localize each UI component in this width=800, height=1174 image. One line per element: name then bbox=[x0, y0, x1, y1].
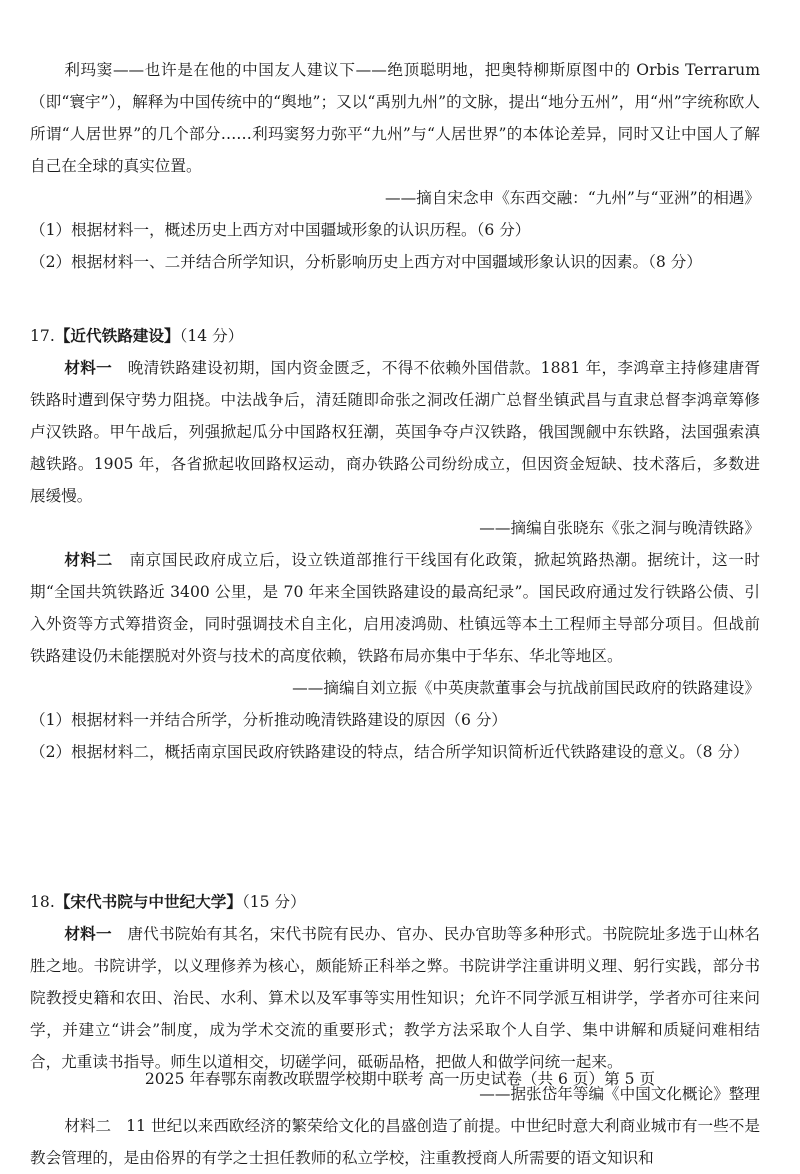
q18-material-2-label: 材料二 bbox=[64, 1117, 112, 1135]
q17-material-2 bbox=[30, 544, 760, 672]
q17-material-1-text: 晚清铁路建设初期，国内资金匮乏，不得不依赖外国借款。1881 年，李鸿章主持修建唐胥铁路时遭到保守势力阻挠。中法战争后，清廷随即命张之洞改任湖广总督坐镇武昌与直隶总督李鸿章筹修卢汉铁路。甲午战后，列强掀起瓜分中国路权狂潮，英国争夺卢汉铁路，俄国觊觎中东铁路，法国强索滇越铁路。1905 年，各省掀起收回路权运动，商办铁路公司纷纷成立，但因资金短缺、技术落后，多数进展缓慢。 bbox=[30, 359, 760, 505]
q18-material-1-citation: ——据张岱年等编《中国文化概论》整理 bbox=[479, 1085, 760, 1103]
q18-material-1 bbox=[30, 918, 760, 1078]
q16-material-text: 利玛窦——也许是在他的中国友人建议下——绝顶聪明地，把奥特柳斯原图中的 Orbis Terrarum（即“寰宇”），解释为中国传统中的“舆地”；又以“禹别九州”的文脉，提出“地分五州”，用“州”字统称欧人所谓“人居世界”的几个部分……利玛窦努力弥平“九州”与“人居世界”的本体论差异，同时又让中国人了解自己在全球的真实位置。 bbox=[30, 61, 760, 175]
q18-title: 【宋代书院与中世纪大学】 bbox=[54, 892, 242, 911]
q16-subquestion-1: （1）根据材料一，概述历史上西方对中国疆域形象的认识历程。（6 分） bbox=[30, 221, 531, 239]
q17-material-2-citation: ——摘编自刘立振《中英庚款董事会与抗战前国民政府的铁路建设》 bbox=[292, 679, 760, 697]
q17-material-2-label: 材料二 bbox=[64, 550, 113, 569]
q18-material-2 bbox=[30, 1110, 760, 1174]
q17-subquestion-2: （2）根据材料二，概括南京国民政府铁路建设的特点，结合所学知识简析近代铁路建设的意义。（8 分） bbox=[30, 743, 749, 761]
q17-material-1-label: 材料一 bbox=[64, 358, 112, 377]
q18-material-2-text: 11 世纪以来西欧经济的繁荣给文化的昌盛创造了前提。中世纪时意大利商业城市有一些不是教会管理的，是由俗界的有学之士担任教师的私立学校，注重教授商人所需要的语文知识和 bbox=[30, 1117, 760, 1167]
exam-page bbox=[30, 54, 760, 1174]
page-footer: 2025 年春鄂东南教改联盟学校期中联考 高一历史试卷（共 6 页）第 5 页 bbox=[144, 1070, 656, 1088]
q18-material-1-text: 唐代书院始有其名，宋代书院有民办、官办、民办官助等多种形式。书院院址多选于山林名胜之地。书院讲学，以义理修养为核心，颇能矫正科举之弊。书院讲学注重讲明义理、躬行实践，部分书院教授史籍和农田、治民、水利、算术以及军事等实用性知识；允许不同学派互相讲学，学者亦可往来问学，并建立“讲会”制度，成为学术交流的重要形式；教学方法采取个人自学、集中讲解和质疑问难相结合，尤重读书指导。师生以道相交，切磋学问，砥砺品格，把做人和做学问统一起来。 bbox=[30, 925, 760, 1071]
q17-material-2-text: 南京国民政府成立后，设立铁道部推行干线国有化政策，掀起筑路热潮。据统计，这一时期“全国共筑铁路近 3400 公里，是 70 年来全国铁路建设的最高纪录”。国民政府通过发行铁路公债、引入外资等方式筹措资金，同时强调技术自主化，启用凌鸿勋、杜镇远等本土工程师主导部分项目。但战前铁路建设仍未能摆脱对外资与技术的高度依赖，铁路布局亦集中于华东、华北等地区。 bbox=[30, 551, 760, 665]
q16-subquestion-2: （2）根据材料一、二并结合所学知识，分析影响历史上西方对中国疆域形象认识的因素。（8 分） bbox=[30, 253, 702, 271]
q18-number: 18. bbox=[30, 893, 55, 911]
q17-subquestion-1: （1）根据材料一并结合所学，分析推动晚清铁路建设的原因（6 分） bbox=[30, 711, 508, 729]
q16-citation: ——摘自宋念申《东西交融：“九州”与“亚洲”的相遇》 bbox=[385, 189, 760, 207]
q17-material-1-citation: ——摘编自张晓东《张之洞与晚清铁路》 bbox=[479, 519, 760, 537]
q17-material-1 bbox=[30, 352, 760, 512]
q17-number: 17. bbox=[30, 327, 55, 345]
q17-heading bbox=[30, 320, 760, 352]
q18-material-1-label: 材料一 bbox=[64, 924, 112, 943]
q18-score: （15 分） bbox=[241, 893, 306, 911]
q18-heading bbox=[30, 886, 760, 918]
q17-title: 【近代铁路建设】 bbox=[54, 326, 180, 345]
q17-score: （14 分） bbox=[179, 327, 244, 345]
